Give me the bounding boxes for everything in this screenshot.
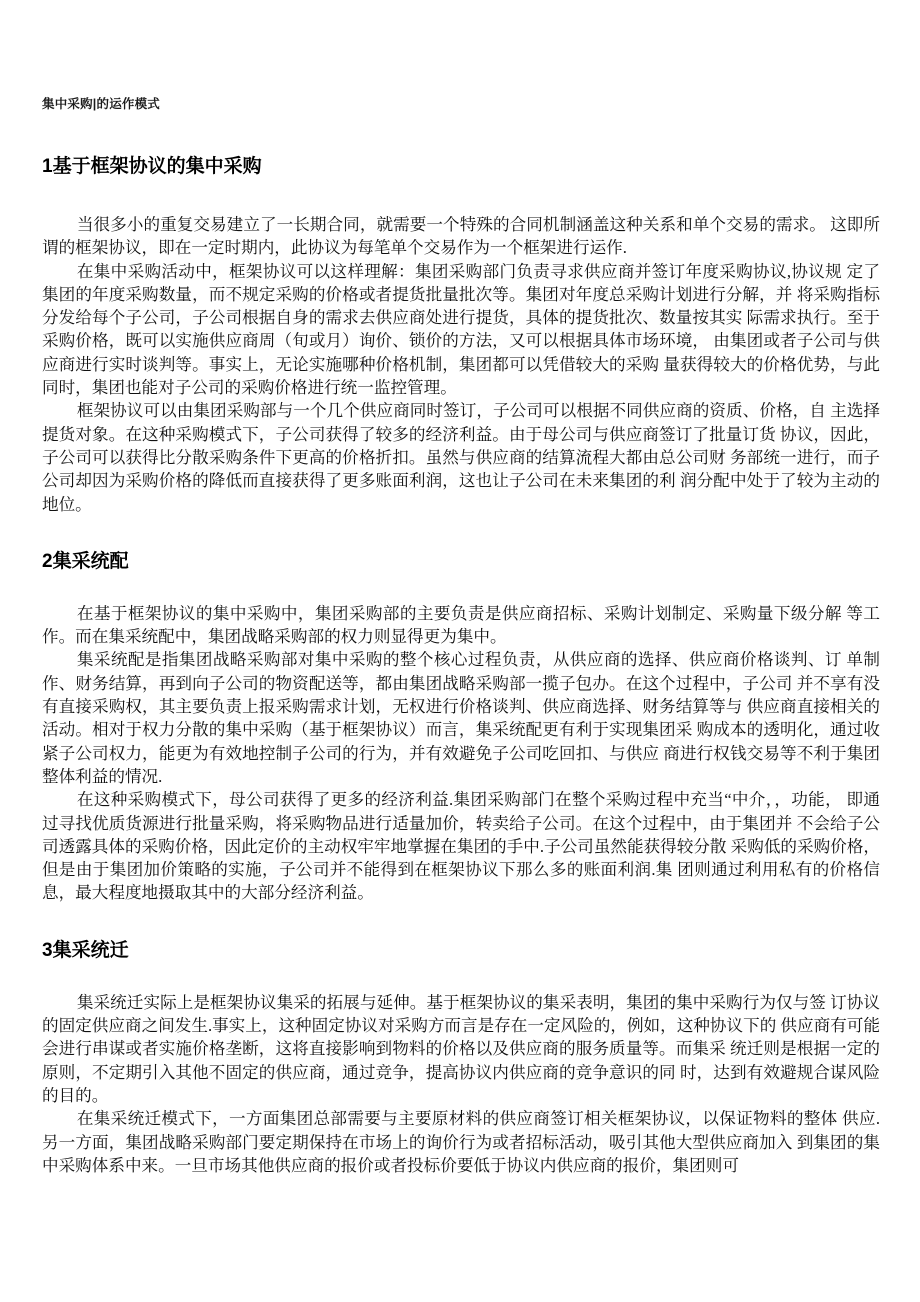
section-1	[42, 155, 880, 516]
section-2-paragraph-3: 在这种采购模式下，母公司获得了更多的经济利益.集团采购部门在整个采购过程中充当“中介，，功能， 即通过寻找优质货源进行批量采购，将采购物品进行适量加价，转卖给子公司。在这个过程中，由于集团并 不会给子公司透露具体的采购价格，因此定价的主动权牢牢地掌握在集团的手中.子公司虽然能获得较分散 采购低的采购价格，但是由于集团加价策略的实施，子公司并不能得到在框架协议下那么多的账面利润.集 团则通过利用私有的价格信息，最大程度地摄取其中的大部分经济利益。	[42, 790, 880, 903]
section-1-paragraph-3: 框架协议可以由集团采购部与一个几个供应商同时签订，子公司可以根据不同供应商的资质、价格，自 主选择提货对象。在这种采购模式下，子公司获得了较多的经济利益。由于母公司与供应商签订了批量订货 协议，因此，子公司可以获得比分散采购条件下更高的价格折扣。虽然与供应商的结算流程大都由总公司财 务部统一进行，而子公司却因为采购价格的降低而直接获得了更多账面利润，这也让子公司在未来集团的利 润分配中处于了较为主动的地位。	[42, 401, 880, 514]
section-2-paragraph-1: 在基于框架协议的集中采购中，集团采购部的主要负责是供应商招标、采购计划制定、采购量下级分解 等工作。而在集采统配中，集团战略采购部的权力则显得更为集中。	[42, 603, 880, 647]
section-3-paragraph-2: 在集采统迁模式下，一方面集团总部需要与主要原材料的供应商签订相关框架协议，以保证物料的整体 供应.另一方面，集团战略采购部门要定期保持在市场上的询价行为或者招标活动，吸引其他大型供应商加入 到集团的集中采购体系中来。一旦市场其他供应商的报价或者投标价要低于协议内供应商的报价，集团则可	[42, 1109, 880, 1175]
section-2	[42, 550, 880, 905]
document-header: 集中采购|的运作模式	[42, 97, 160, 111]
spacer	[42, 574, 880, 602]
section-2-heading: 2集采统配	[42, 550, 129, 572]
document-body	[42, 155, 880, 1177]
section-2-paragraph-2: 集采统配是指集团战略采购部对集中采购的整个核心过程负责，从供应商的选择、供应商价格谈判、订 单制作、财务结算，再到向子公司的物资配送等，都由集团战略采购部一揽子包办。在这个过程中，子公司 并不享有没有直接采购权，其主要负责上报采购需求计划，无权进行价格谈判、供应商选择、财务结算等与 供应商直接相关的活动。相对于权力分散的集中采购（基于框架协议）而言，集采统配更有利于实现集团采 购成本的透明化，通过收紧子公司权力，能更为有效地控制子公司的行为，并有效避免子公司吃回扣、与供应 商进行权钱交易等不利于集团整体利益的情况.	[42, 650, 880, 786]
spacer	[42, 516, 880, 550]
section-3	[42, 939, 880, 1177]
section-3-paragraph-1: 集采统迁实际上是框架协议集采的拓展与延伸。基于框架协议的集采表明，集团的集中采购行为仅与签 订协议的固定供应商之间发生.事实上，这种固定协议对采购方而言是存在一定风险的，例如，这种协议下的 供应商有可能会进行串谋或者实施价格垄断，这将直接影响到物料的价格以及供应商的服务质量等。而集采 统迁则是根据一定的原则，不定期引入其他不固定的供应商，通过竞争，提高协议内供应商的竞争意识的同 时，达到有效避规合谋风险的目的。	[42, 992, 880, 1105]
spacer	[42, 179, 880, 213]
section-1-paragraph-1: 当很多小的重复交易建立了一长期合同，就需要一个特殊的合同机制涵盖这种关系和单个交易的需求。 这即所谓的框架协议，即在一定时期内，此协议为每笔单个交易作为一个框架进行运作.	[42, 215, 880, 258]
spacer	[42, 963, 880, 991]
section-3-heading: 3集采统迁	[42, 939, 129, 961]
section-1-paragraph-2: 在集中采购活动中，框架协议可以这样理解：集团采购部门负责寻求供应商并签订年度采购协议,协议规 定了集团的年度采购数量，而不规定采购的价格或者提货批量批次等。集团对年度总采购计划进行分解，并 将采购指标分发给每个子公司，子公司根据自身的需求去供应商处进行提货，具体的提货批次、数量按其实 际需求执行。至于采购价格，既可以实施供应商周（旬或月）询价、锁价的方法，又可以根据具体市场环境， 由集团或者子公司与供应商进行实时谈判等。事实上，无论实施哪种价格机制，集团都可以凭借较大的采购 量获得较大的价格优势，与此同时，集团也能对子公司的采购价格进行统一监控管理。	[42, 261, 880, 398]
section-1-heading: 1基于框架协议的集中采购	[42, 156, 262, 177]
spacer	[42, 905, 880, 939]
